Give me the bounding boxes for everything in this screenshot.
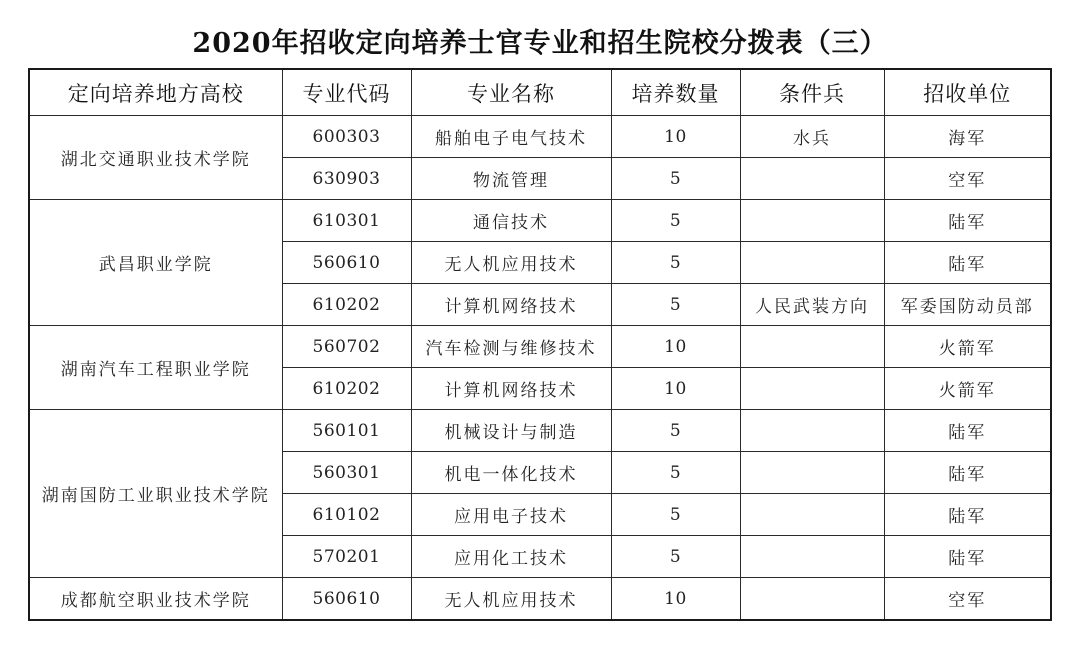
quota-cell: 5 — [611, 452, 740, 494]
allocation-table — [28, 68, 1052, 621]
quota-cell: 5 — [611, 158, 740, 200]
condition-cell — [740, 452, 884, 494]
recruiting-unit-cell: 空军 — [884, 578, 1051, 621]
page-title: 2020年招收定向培养士官专业和招生院校分拨表（三） — [192, 28, 888, 59]
major-code-cell: 560610 — [282, 578, 411, 621]
major-name-cell: 船舶电子电气技术 — [411, 116, 611, 158]
major-name-cell: 机电一体化技术 — [411, 452, 611, 494]
school-name-cell: 武昌职业学院 — [29, 200, 282, 326]
major-name-cell: 无人机应用技术 — [411, 242, 611, 284]
condition-cell: 人民武装方向 — [740, 284, 884, 326]
major-name-cell: 应用电子技术 — [411, 494, 611, 536]
recruiting-unit-cell: 空军 — [884, 158, 1051, 200]
header-condition: 条件兵 — [740, 69, 884, 116]
major-code-cell: 560702 — [282, 326, 411, 368]
table-row — [29, 116, 1051, 158]
quota-cell: 10 — [611, 368, 740, 410]
header-major: 专业名称 — [411, 69, 611, 116]
header-count: 培养数量 — [611, 69, 740, 116]
condition-cell — [740, 158, 884, 200]
header-code: 专业代码 — [282, 69, 411, 116]
quota-cell: 5 — [611, 494, 740, 536]
major-name-cell: 物流管理 — [411, 158, 611, 200]
header-row — [29, 69, 1051, 116]
major-code-cell: 560301 — [282, 452, 411, 494]
table-row — [29, 410, 1051, 452]
major-name-cell: 机械设计与制造 — [411, 410, 611, 452]
major-code-cell: 610301 — [282, 200, 411, 242]
condition-cell — [740, 326, 884, 368]
header-unit: 招收单位 — [884, 69, 1051, 116]
recruiting-unit-cell: 火箭军 — [884, 326, 1051, 368]
quota-cell: 10 — [611, 578, 740, 621]
major-code-cell: 610202 — [282, 368, 411, 410]
major-code-cell: 570201 — [282, 536, 411, 578]
major-code-cell: 630903 — [282, 158, 411, 200]
major-code-cell: 610102 — [282, 494, 411, 536]
header-school: 定向培养地方高校 — [29, 69, 282, 116]
recruiting-unit-cell: 军委国防动员部 — [884, 284, 1051, 326]
quota-cell: 10 — [611, 326, 740, 368]
quota-cell: 5 — [611, 284, 740, 326]
major-name-cell: 无人机应用技术 — [411, 578, 611, 621]
quota-cell: 10 — [611, 116, 740, 158]
recruiting-unit-cell: 海军 — [884, 116, 1051, 158]
major-code-cell: 560101 — [282, 410, 411, 452]
recruiting-unit-cell: 陆军 — [884, 410, 1051, 452]
table-header — [29, 69, 1051, 116]
major-name-cell: 计算机网络技术 — [411, 368, 611, 410]
table-row — [29, 578, 1051, 621]
condition-cell — [740, 536, 884, 578]
school-name-cell: 成都航空职业技术学院 — [29, 578, 282, 621]
table-body — [29, 116, 1051, 621]
condition-cell — [740, 410, 884, 452]
recruiting-unit-cell: 陆军 — [884, 536, 1051, 578]
school-name-cell: 湖南汽车工程职业学院 — [29, 326, 282, 410]
condition-cell: 水兵 — [740, 116, 884, 158]
major-code-cell: 600303 — [282, 116, 411, 158]
major-code-cell: 610202 — [282, 284, 411, 326]
condition-cell — [740, 578, 884, 621]
quota-cell: 5 — [611, 200, 740, 242]
condition-cell — [740, 494, 884, 536]
major-name-cell: 应用化工技术 — [411, 536, 611, 578]
recruiting-unit-cell: 火箭军 — [884, 368, 1051, 410]
condition-cell — [740, 242, 884, 284]
table-row — [29, 200, 1051, 242]
recruiting-unit-cell: 陆军 — [884, 494, 1051, 536]
condition-cell — [740, 368, 884, 410]
school-name-cell: 湖南国防工业职业技术学院 — [29, 410, 282, 578]
quota-cell: 5 — [611, 536, 740, 578]
major-name-cell: 汽车检测与维修技术 — [411, 326, 611, 368]
major-name-cell: 计算机网络技术 — [411, 284, 611, 326]
recruiting-unit-cell: 陆军 — [884, 452, 1051, 494]
quota-cell: 5 — [611, 242, 740, 284]
quota-cell: 5 — [611, 410, 740, 452]
condition-cell — [740, 200, 884, 242]
recruiting-unit-cell: 陆军 — [884, 200, 1051, 242]
school-name-cell: 湖北交通职业技术学院 — [29, 116, 282, 200]
recruiting-unit-cell: 陆军 — [884, 242, 1051, 284]
table-row — [29, 326, 1051, 368]
major-name-cell: 通信技术 — [411, 200, 611, 242]
major-code-cell: 560610 — [282, 242, 411, 284]
